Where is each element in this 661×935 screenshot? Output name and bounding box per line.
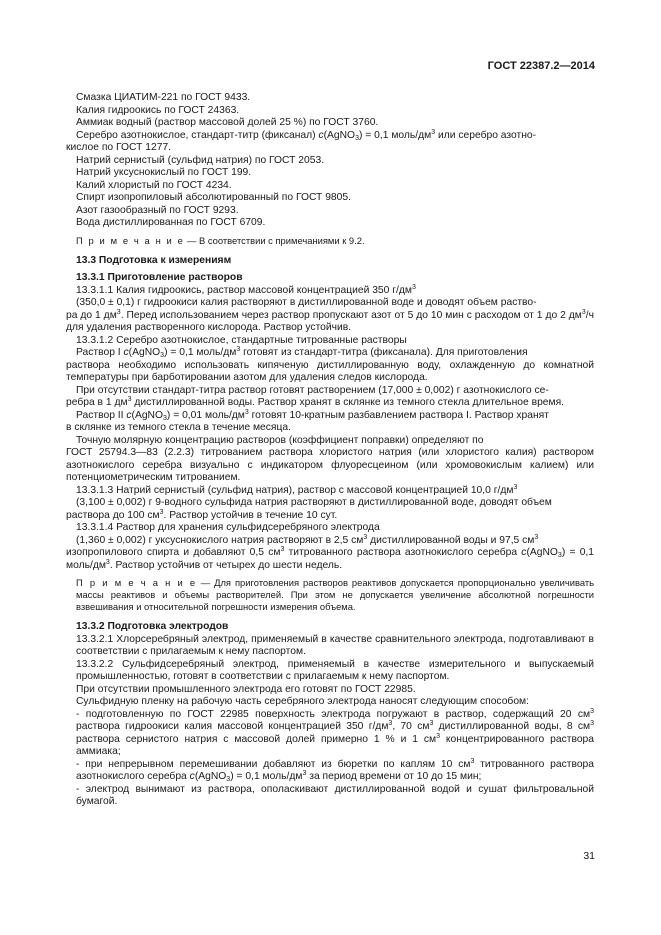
subsection-heading: 13.3.2 Подготовка электродов [76,621,229,632]
reagent-item: Калия гидроокись по ГОСТ 24363. [76,104,240,116]
paragraph: ребра в 1 $дм^3$ дистиллированной воды. Раствор хранят в склянке из темного стекла длительное время. [66,396,565,408]
paragraph: Точную молярную концентрацию растворов (коэффициент поправки) определяют по [76,434,484,446]
document-body [66,92,595,809]
paragraph: 13.3.2.2 Сульфидсеребряный электрод, применяемый в качестве измерительного и выпускаемый промышленностью, готовят в соответствии с прилагаемым к нему паспортом. [76,658,594,682]
note-label: П р и м е ч а н и е [76,577,197,588]
section-heading: 13.3 Подготовка к измерениям [76,254,232,266]
paragraph: Раствор I c(AgNO$_3$) = 0,1 моль/$дм^3$ готовят из стандарт-титра (фиксанала). Для приготовления [76,346,528,359]
paragraph: раствора необходимо использовать кипяченую дистиллированную воду, охлажденную до комнатной температуры при барботировании азотом для удаления следов кислорода. [66,359,594,383]
paragraph: 13.3.1.2 Серебро азотнокислое, стандартные титрованные растворы [76,334,407,346]
reagent-item-continuation: кислое по ГОСТ 1277. [66,142,172,153]
reagent-item: Смазка ЦИАТИМ-221 по ГОСТ 9433. [76,92,251,103]
note-text: — Для приготовления растворов реактивов допускается пропорционально увеличивать массы реактивов и объемы растворителей. При этом не допускается увеличение абсолютной погрешности взвешивания и относительной погрешности измерения объема. [76,577,595,612]
reagent-item: Натрий уксуснокислый по ГОСТ 199. [76,167,252,178]
paragraph: (3,100 ± 0,002) г 9-водного сульфида натрия растворяют в дистиллированной воде, доводят объем [76,497,552,508]
subsection-heading: 13.3.1 Приготовление растворов [76,272,243,283]
paragraph: При отсутствии промышленного электрода его готовят по ГОСТ 22985. [76,683,416,695]
reagent-item: Аммиак водный (раствор массовой долей 25 %) по ГОСТ 3760. [76,117,379,128]
reagent-list [66,92,594,230]
paragraph: 13.3.1.1 Калия гидроокись, раствор массовой концентрацией 350 $г/дм^3$ [76,283,416,296]
paragraph: ГОСТ 25794.3—83 (2.2.3) титрованием раствора хлористого натрия (или хлористого калия) раствором азотнокислого серебра визуально с индикатором флуоресцеином (или хромовокислым калием) или потенциометрическим титрованием. [66,447,594,483]
paragraph: раствора до 100 $см^3$. Раствор устойчив в течение 10 сут. [66,508,338,521]
reagent-item: Спирт изопропиловый абсолютированный по ГОСТ 9805. [76,192,351,203]
paragraph: Раствор II c(AgNO$_3$) = 0,01 моль/$дм^3$ готовят 10-кратным разбавлением раствора I. Раствор хранят [76,408,549,422]
paragraph: 13.3.1.4 Раствор для хранения сульфидсеребряного электрода [76,522,380,533]
paragraph: (1,360 ± 0,002) г уксуснокислого натрия растворяют в 2,5 $см^3$ дистиллированной воды и 97,5 $см^3$ [76,533,539,546]
list-item: - электрод вынимают из раствора, ополаскивают дистиллированной водой и сушат фильтровальной бумагой. [76,783,594,807]
paragraph: 13.3.2.1 Хлорсеребряный электрод, применяемый в качестве сравнительного электрода, подготавливают в соответствии с прилагаемым к нему паспортом. [76,633,594,657]
page-number: 31 [583,850,595,862]
paragraph: в склянке из темного стекла в течение месяца. [66,422,291,433]
note [76,235,594,247]
document-header: ГОСТ 22387.2—2014 [487,60,595,72]
note [76,577,594,613]
paragraph: изопропилового спирта и добавляют 0,5 $см^3$ титрованного раствора азотнокислого серебра c(AgNO$_3$) = 0,1 моль/$дм^3$. Раствор устойчив от четырех до шести недель. [66,546,595,571]
paragraph: При отсутствии стандарт-титра раствор готовят растворением (17,000 ± 0,002) г азотнокислого се- [76,384,549,396]
note-label: П р и м е ч а н и е [76,234,185,246]
reagent-item: Серебро азотнокислое, стандарт-титр (фиксанал) c(AgNO$_3$) = 0,1 моль/$дм^3$ или серебро азотно- [76,128,537,142]
list-item: - подготовленную по ГОСТ 22985 поверхность электрода погружают в раствор, содержащий 20 $см^3$ раствора гидроокиси калия массовой концентрацией 350 $г/дм^3$, 70 $см^3$ дистиллированной воды, 8 $см^3$ раствора сернистого натрия с массовой долей примерно 1 % и 1 $см^3$ концентрированного раствора аммиака; [76,707,595,757]
paragraph: (350,0 ± 0,1) г гидроокиси калия растворяют в дистиллированной воде и доводят объем раство- [76,297,537,308]
paragraph: Сульфидную пленку на рабочую часть серебряного электрода наносят следующим способом: [76,696,529,707]
list-item: - при непрерывном перемешивании добавляют из бюретки по каплям 10 $см^3$ титрованного раствора азотнокислого серебра c(AgNO$_3$) = 0,1 моль/$дм^3$ за период времени от 10 до 15 мин; [76,757,594,783]
paragraph: ра до 1 $дм^3$. Перед использованием через раствор пропускают азот от 5 до 10 мин с расходом от 1 до 2 $дм^3/ч$ для удаления растворенного кислорода. Раствор устойчив. [66,308,594,333]
reagent-item: Вода дистиллированная по ГОСТ 6709. [76,217,266,228]
note-text: — В соответствии с примечаниями к 9.2. [184,234,365,246]
reagent-item: Натрий сернистый (сульфид натрия) по ГОСТ 2053. [76,154,325,166]
reagent-item: Азот газообразный по ГОСТ 9293. [76,204,239,216]
reagent-item: Калий хлористый по ГОСТ 4234. [76,179,232,191]
paragraph: 13.3.1.3 Натрий сернистый (сульфид натрия), раствор с массовой концентрацией 10,0 $г/дм^3$ [76,483,518,496]
